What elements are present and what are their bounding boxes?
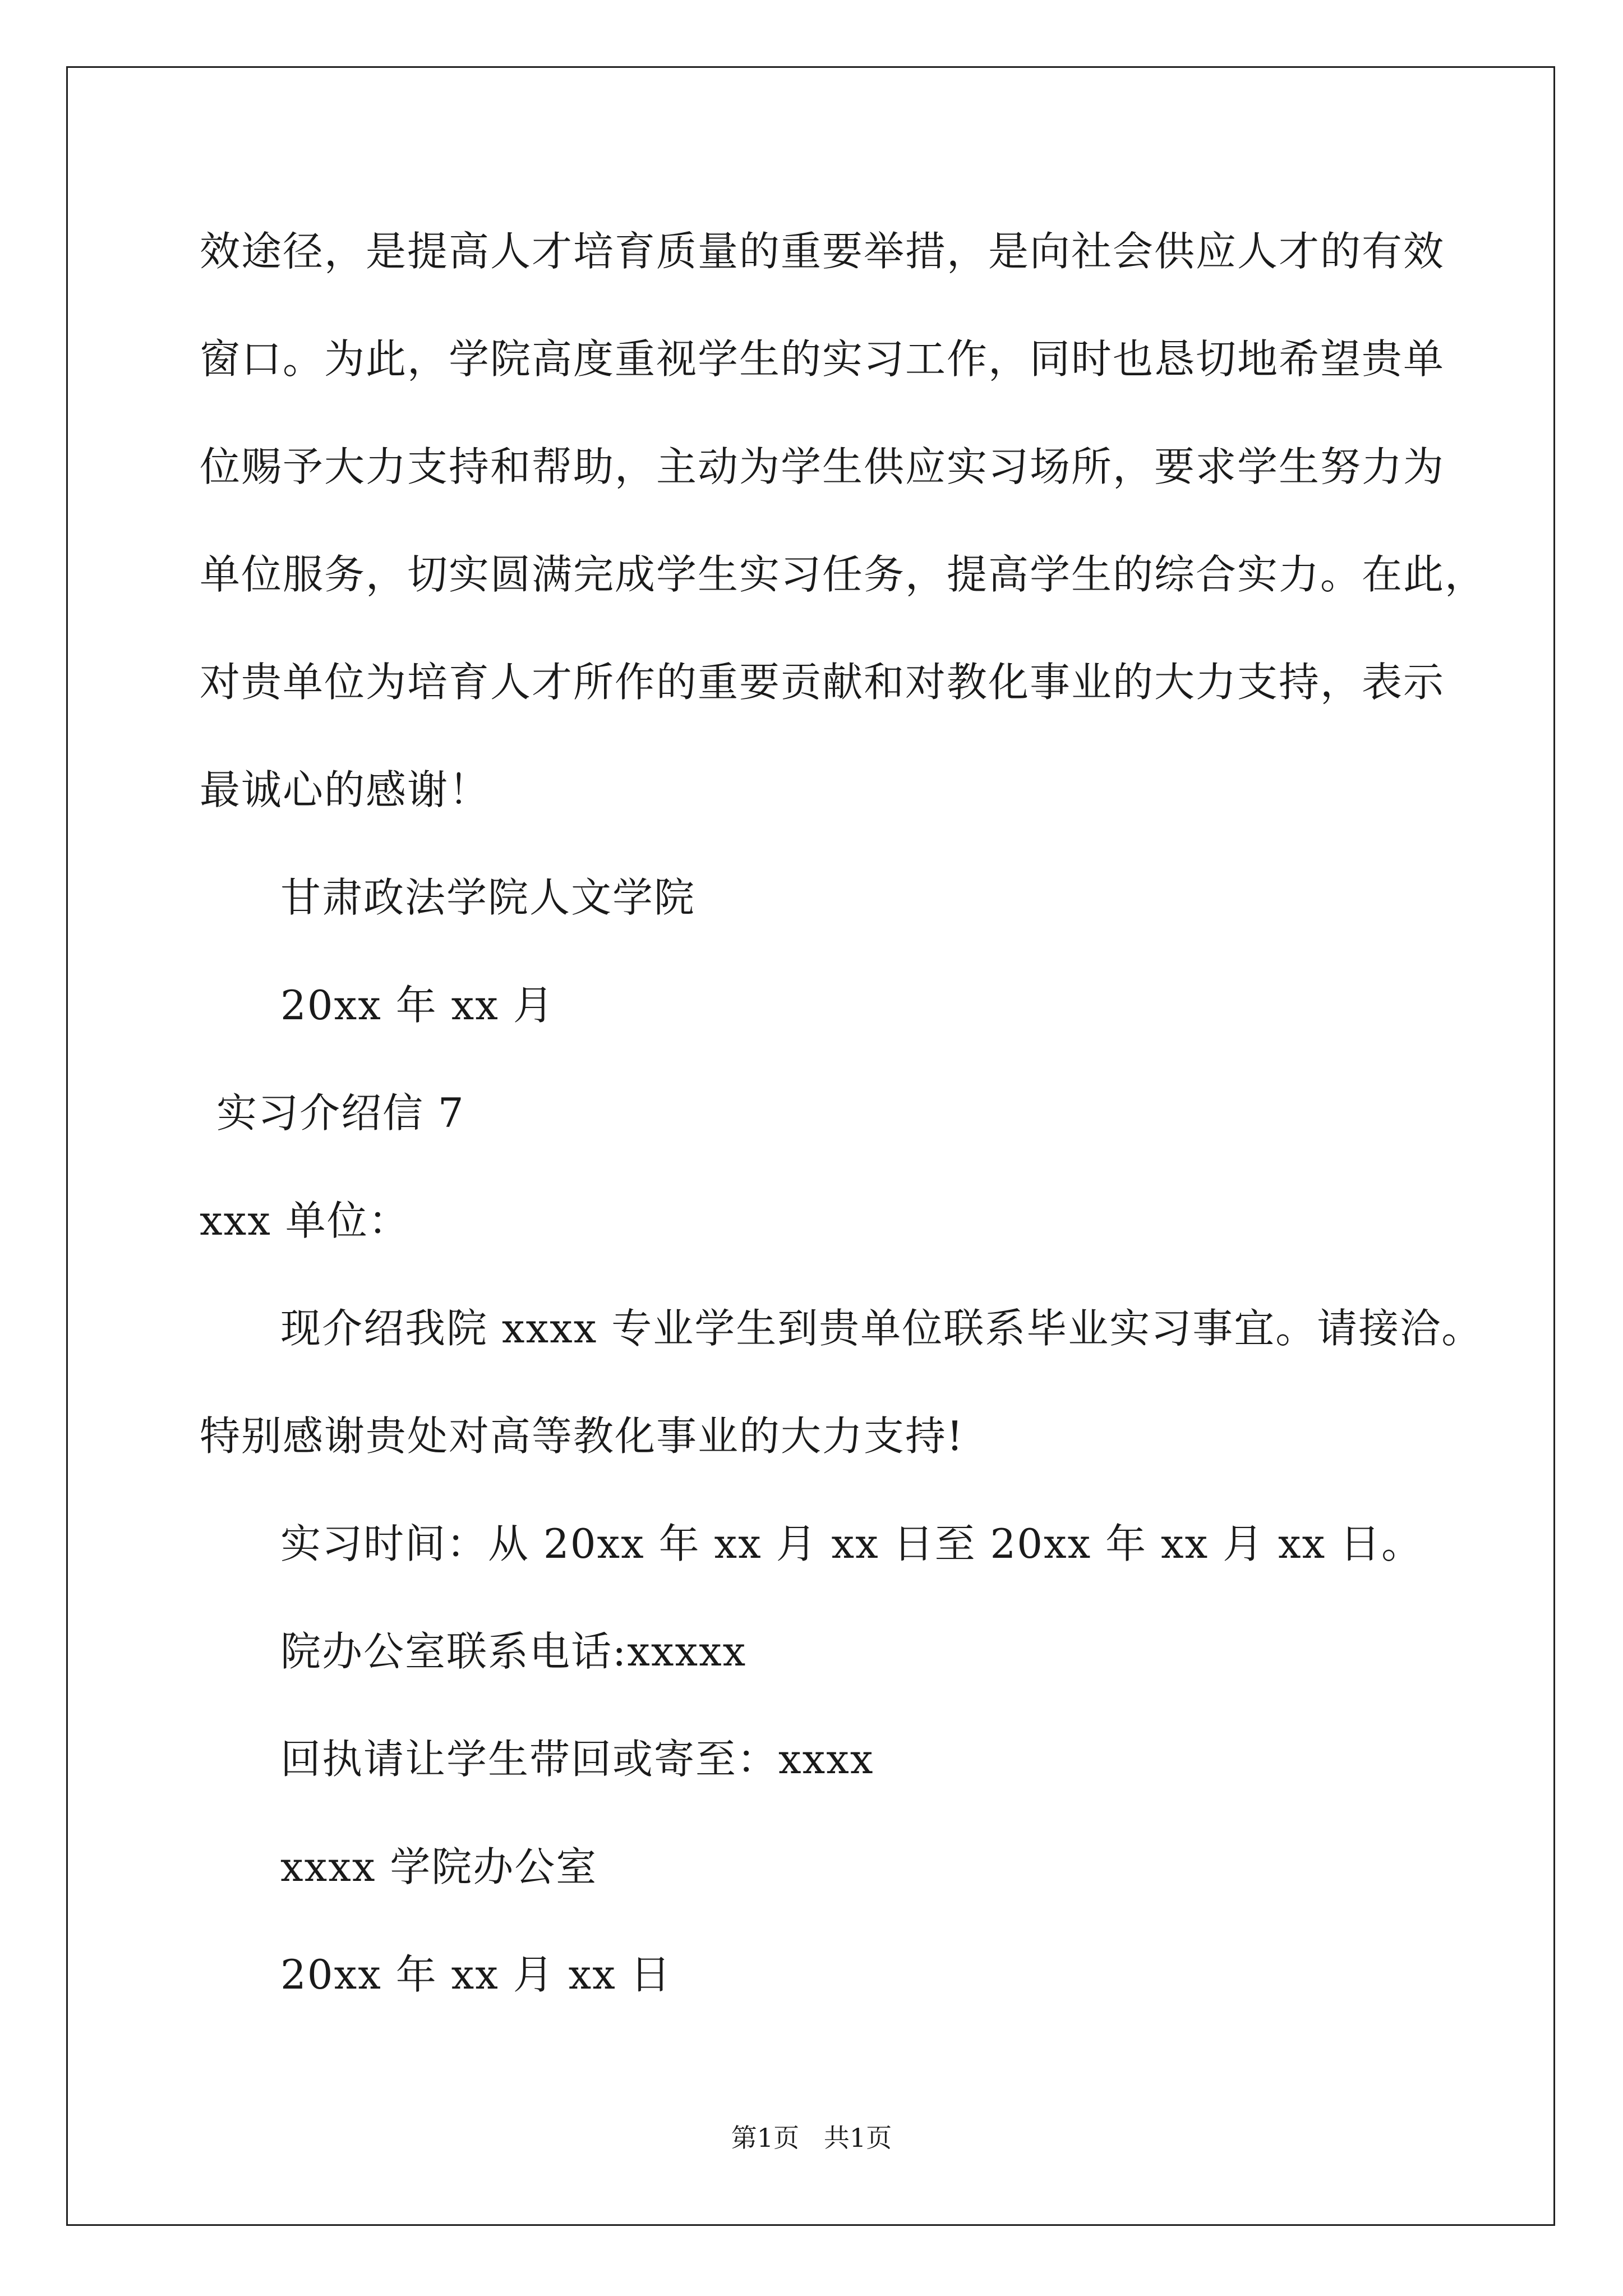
recipient: xxx 单位： [200,1197,410,1244]
paragraph-line: 效途径，是提高人才培育质量的重要举措，是向社会供应人才的有效 [200,228,1445,275]
office-name: xxxx 学院办公室 [280,1843,598,1890]
paragraph-line: 最诚心的感谢！ [200,766,491,813]
office-phone: 院办公室联系电话:xxxxx [280,1628,747,1675]
paragraph-line: 对贵单位为培育人才所作的重要贡献和对教化事业的大力支持，表示 [200,659,1445,706]
signature-date: 20xx 年 xx 月 [280,982,555,1029]
page-border [66,66,1555,2226]
paragraph-line: 窗口。为此，学院高度重视学生的实习工作，同时也恳切地希望贵单 [200,335,1445,383]
body-line: 特别感谢贵处对高等教化事业的大力支持! [200,1412,964,1460]
final-date: 20xx 年 xx 月 xx 日 [280,1951,672,1998]
paragraph-line: 位赐予大力支持和帮助，主动为学生供应实习场所，要求学生努力为 [200,443,1445,490]
paragraph-line: 单位服务，切实圆满完成学生实习任务，提高学生的综合实力。在此， [200,551,1487,598]
body-line: 现介绍我院 xxxx 专业学生到贵单位联系毕业实习事宜。请接洽。 [280,1305,1483,1352]
page-footer: 第1页 共1页 [731,2123,892,2153]
return-address: 回执请让学生带回或寄至：xxxx [280,1736,874,1783]
internship-time: 实习时间：从 20xx 年 xx 月 xx 日至 20xx 年 xx 月 xx 日。 [280,1520,1423,1567]
section-title: 实习介绍信 7 [216,1089,465,1137]
signature-organization: 甘肃政法学院人文学院 [280,874,696,921]
